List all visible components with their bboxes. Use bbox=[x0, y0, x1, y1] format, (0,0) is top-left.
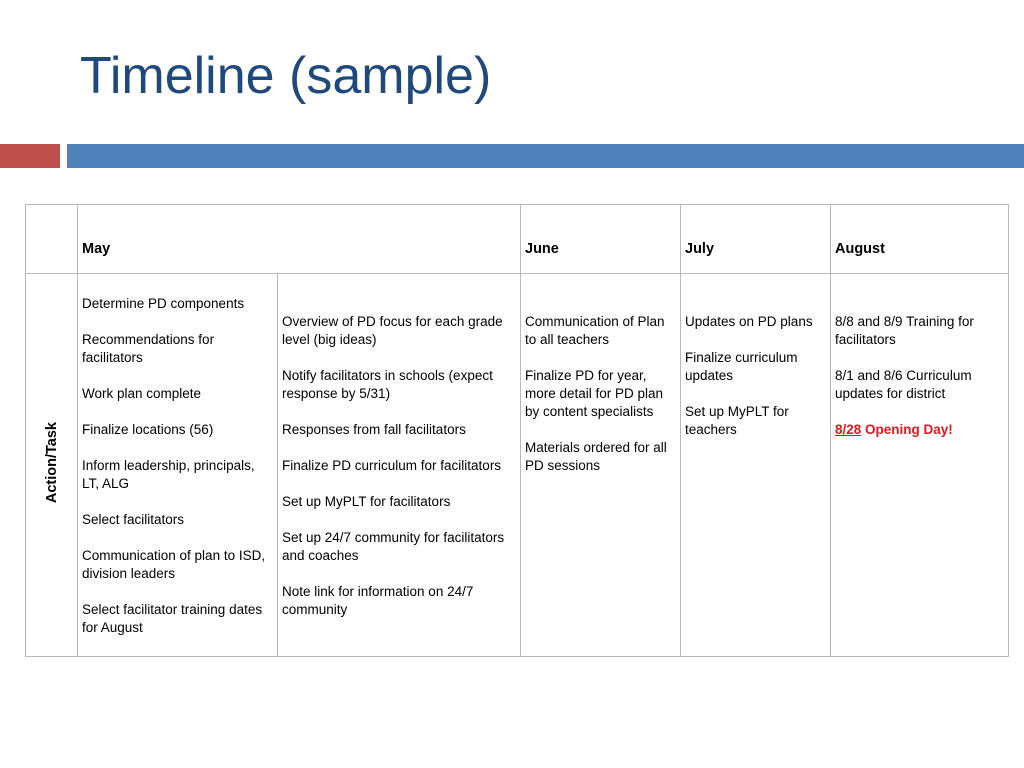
task-item: 8/8 and 8/9 Training for facilitators bbox=[835, 314, 974, 347]
row-label: Action/Task bbox=[43, 421, 60, 504]
august-cell bbox=[831, 274, 1009, 657]
task-item: Finalize PD curriculum for facilitators bbox=[282, 458, 502, 473]
task-item: 8/1 and 8/6 Curriculum updates for district bbox=[835, 368, 972, 401]
task-item: Determine PD components bbox=[82, 296, 245, 311]
opening-day-item bbox=[835, 421, 1004, 439]
may-col1-cell bbox=[78, 274, 278, 657]
task-item: Communication of plan to ISD, division leaders bbox=[82, 548, 266, 581]
action-task-row bbox=[26, 274, 1009, 657]
accent-bar bbox=[0, 144, 60, 168]
task-item: Set up 24/7 community for facilitators and coaches bbox=[282, 530, 505, 563]
task-item: Updates on PD plans bbox=[685, 314, 813, 329]
task-item: Finalize PD for year, more detail for PD plan by content specialists bbox=[525, 368, 664, 419]
task-item: Set up MyPLT for teachers bbox=[685, 404, 789, 437]
task-item: Responses from fall facilitators bbox=[282, 422, 466, 437]
task-item: Work plan complete bbox=[82, 386, 202, 401]
header-may: May bbox=[78, 205, 521, 274]
corner-cell bbox=[26, 205, 78, 274]
header-bar bbox=[67, 144, 1024, 168]
slide-title: Timeline (sample) bbox=[80, 47, 492, 105]
july-cell bbox=[681, 274, 831, 657]
header-july: July bbox=[681, 205, 831, 274]
task-item: Overview of PD focus for each grade level (big ideas) bbox=[282, 314, 503, 347]
june-cell bbox=[521, 274, 681, 657]
row-label-cell bbox=[26, 274, 78, 657]
task-item: Set up MyPLT for facilitators bbox=[282, 494, 451, 509]
task-item: Inform leadership, principals, LT, ALG bbox=[82, 458, 255, 491]
task-item: Recommendations for facilitators bbox=[82, 332, 215, 365]
header-row bbox=[26, 205, 1009, 274]
task-item: Materials ordered for all PD sessions bbox=[525, 440, 667, 473]
opening-day-label: Opening Day! bbox=[865, 422, 953, 437]
task-item: Notify facilitators in schools (expect response by 5/31) bbox=[282, 368, 493, 401]
task-item: Finalize locations (56) bbox=[82, 422, 214, 437]
timeline-table bbox=[25, 204, 1009, 657]
task-item: Note link for information on 24/7 community bbox=[282, 584, 474, 617]
header-august: August bbox=[831, 205, 1009, 274]
may-col2-cell bbox=[278, 274, 521, 657]
task-item: Communication of Plan to all teachers bbox=[525, 314, 665, 347]
task-item: Select facilitator training dates for August bbox=[82, 602, 263, 635]
task-item: Select facilitators bbox=[82, 512, 185, 527]
header-june: June bbox=[521, 205, 681, 274]
opening-day-date: 8/28 bbox=[835, 422, 862, 437]
task-item: Finalize curriculum updates bbox=[685, 350, 798, 383]
